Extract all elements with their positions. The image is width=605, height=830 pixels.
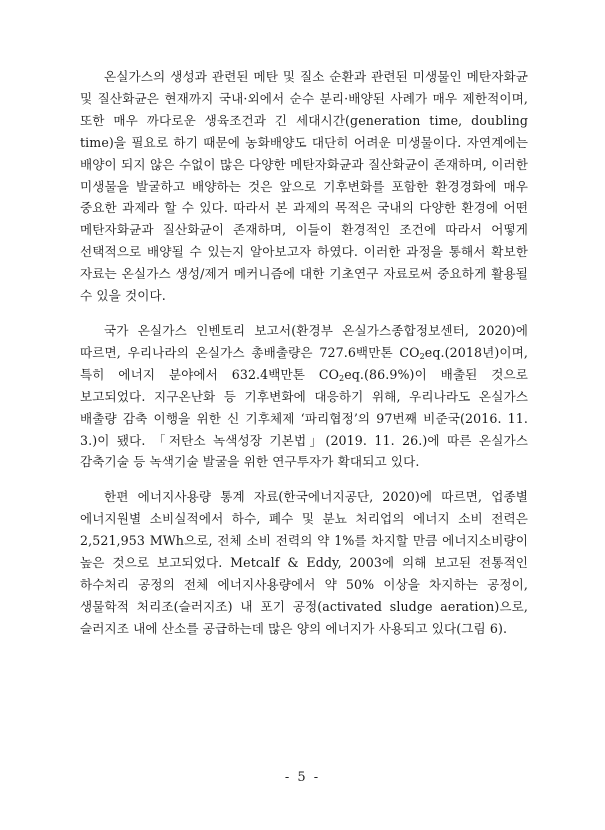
- co2-subscript: 2: [419, 351, 425, 361]
- paragraph-1: [80, 66, 528, 307]
- paragraph-3-text: 한편 에너지사용량 통계 자료(한국에너지공단, 2020)에 따르면, 업종별 에너지원별 소비실적에서 하수, 폐수 및 분뇨 처리업의 에너지 소비 전력은 2,521,953 MWh으로, 전체 소비 전력의 약 1%를 차지할 만큼 에너지소비량이 높은 것으로 보고되었다. Metcalf & Eddy, 2003에 의해 보고된 전통적인 하수처리 공정의 전체 에너지사용량에서 약 50% 이상을 차지하는 공정이, 생물학적 처리조(슬러지조) 내 포기 공정(activated sludge aeration)으로, 슬러지조 내에 산소를 공급하는데 많은 양의 에너지가 사용되고 있다(그림 6).: [80, 489, 528, 636]
- paragraph-2-text-c: eq.(86.9%)이 배출된 것으로 보고되었다. 지구온난화 등 기후변화에 대응하기 위해, 우리나라도 온실가스 배출량 감축 이행을 위한 신 기후체제 ‘파리협정’의 97번째 비준국(2016. 11. 3.)이 됐다. 「저탄소 녹색성장 기본법」(2019. 11. 26.)에 따른 온실가스 감축기술 등 녹색기술 발굴을 위한 연구투자가 확대되고 있다.: [80, 366, 528, 470]
- document-body: [80, 66, 528, 653]
- paragraph-1-text: 온실가스의 생성과 관련된 메탄 및 질소 순환과 관련된 미생물인 메탄자화균 및 질산화균은 현재까지 국내·외에서 순수 분리·배양된 사례가 매우 제한적이며, 또한 매우 까다로운 생육조건과 긴 세대시간(generation time, doubling time)을 필요로 하기 때문에 농화배양도 대단히 어려운 미생물이다. 자연계에는 배양이 되지 않은 수없이 많은 다양한 메탄자화균과 질산화균이 존재하며, 이러한 미생물을 발굴하고 배양하는 것은 앞으로 기후변화를 포함한 환경경화에 매우 중요한 과제라 할 수 있다. 따라서 본 과제의 목적은 국내의 다양한 환경에 어떤 메탄자화균과 질산화균이 존재하며, 이들이 환경적인 조건에 따라서 어떻게 선택적으로 배양될 수 있는지 알아보고자 하였다. 이러한 과정을 통해서 확보한 자료는 온실가스 생성/제거 메커니즘에 대한 기초연구 자료로써 중요하게 활용될 수 있을 것이다.: [80, 69, 528, 304]
- co2-subscript: 2: [339, 373, 345, 383]
- paragraph-3: [80, 486, 528, 639]
- paragraph-2: [80, 320, 528, 473]
- page-number: - 5 -: [284, 770, 321, 785]
- paragraph-2-text-a: 국가 온실가스 인벤토리 보고서(환경부 온실가스종합정보센터, 2020)에 따르면, 우리나라의 온실가스 총배출량은 727.6백만톤 CO: [80, 322, 528, 360]
- paragraph-2-text-b: eq.(2018년)이며, 특히 에너지 분야에서 632.4백만톤 CO: [80, 344, 528, 382]
